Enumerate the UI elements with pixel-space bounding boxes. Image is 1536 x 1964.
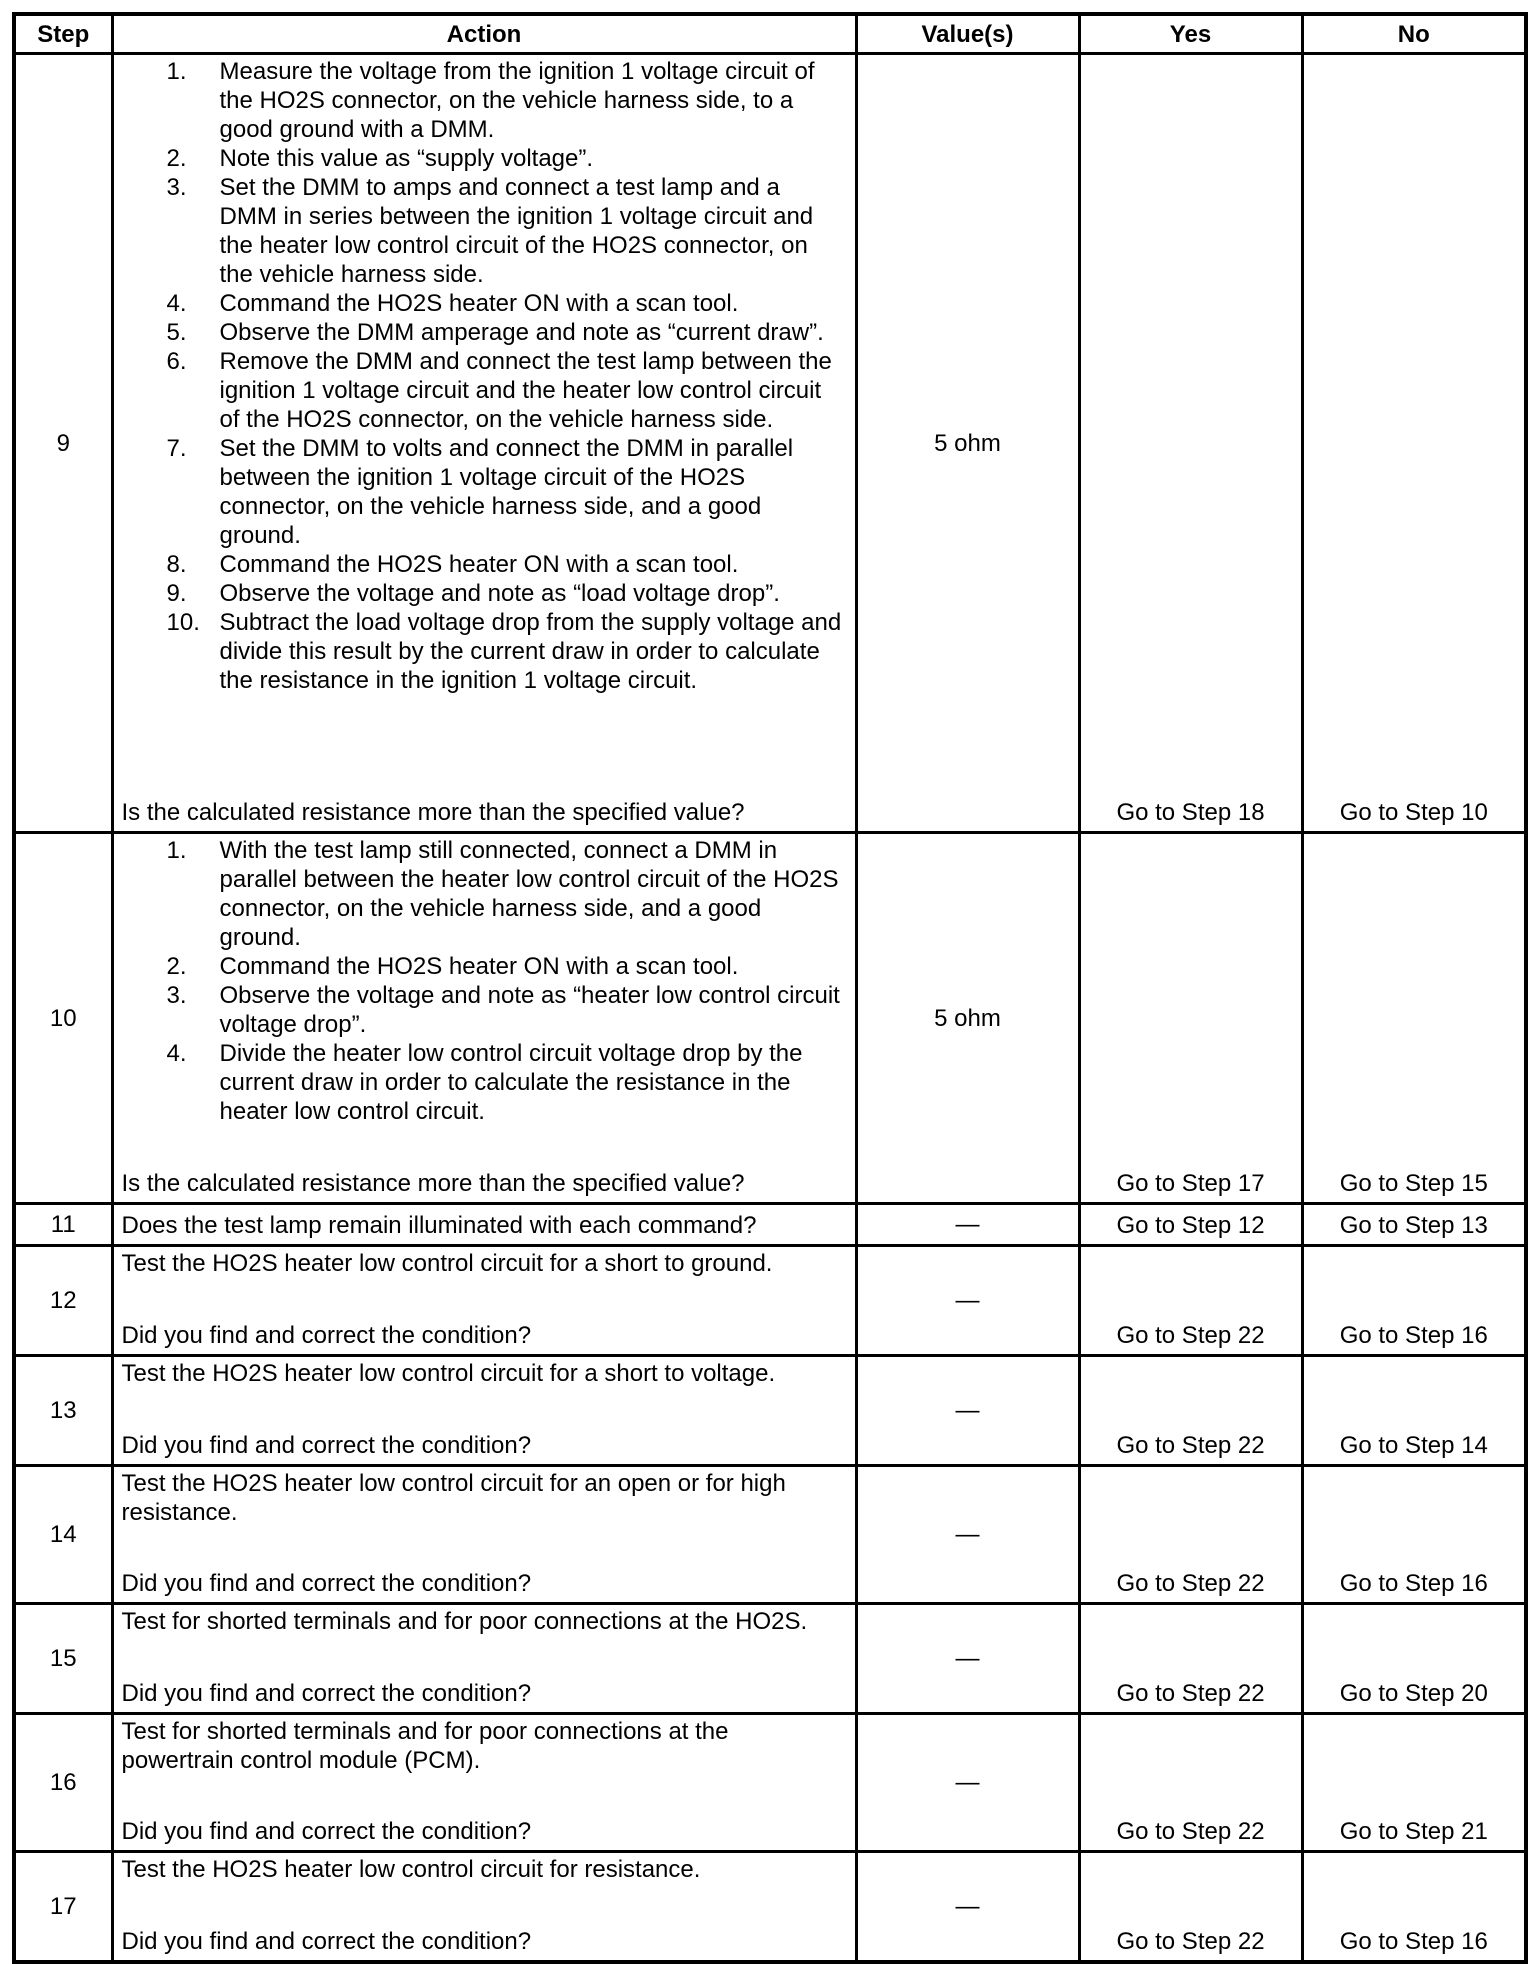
instruction-item bbox=[122, 981, 847, 1039]
step-number: 9 bbox=[14, 54, 112, 833]
instruction-text: Observe the voltage and note as “load voltage drop”. bbox=[219, 580, 780, 607]
instruction-item bbox=[122, 318, 847, 347]
action-cell bbox=[112, 833, 856, 1204]
step-number: 14 bbox=[14, 1466, 112, 1604]
table-row bbox=[14, 1466, 1526, 1604]
action-question: Did you find and correct the condition? bbox=[121, 1570, 532, 1597]
instruction-text: Command the HO2S heater ON with a scan tool. bbox=[219, 953, 739, 980]
no-cell: Go to Step 16 bbox=[1302, 1466, 1526, 1604]
yes-cell: Go to Step 17 bbox=[1079, 833, 1302, 1204]
instruction-text: Set the DMM to amps and connect a test lamp and a DMM in series between the ignition 1 voltage circuit and the heater low control circuit of the HO2S connector, on the vehicle harness side. bbox=[219, 174, 814, 288]
step-number: 16 bbox=[14, 1714, 112, 1852]
action-text: Test for shorted terminals and for poor connections at the powertrain control module (PCM). bbox=[121, 1718, 729, 1774]
action-instructions bbox=[122, 1469, 847, 1527]
action-question: Is the calculated resistance more than the specified value? bbox=[121, 799, 745, 826]
step-number: 15 bbox=[14, 1604, 112, 1714]
instruction-number: 5. bbox=[166, 319, 187, 346]
action-cell bbox=[112, 1466, 856, 1604]
instruction-list bbox=[122, 57, 847, 695]
yes-cell: Go to Step 22 bbox=[1079, 1604, 1302, 1714]
header-yes: Yes bbox=[1079, 14, 1302, 54]
instruction-text: Subtract the load voltage drop from the supply voltage and divide this result by the current draw in order to calculate the resistance in the ignition 1 voltage circuit. bbox=[219, 609, 842, 694]
action-text: Test the HO2S heater low control circuit for an open or for high resistance. bbox=[121, 1470, 786, 1526]
table-row bbox=[14, 1714, 1526, 1852]
instruction-number: 1. bbox=[166, 837, 187, 864]
instruction-item bbox=[122, 579, 847, 608]
step-number: 11 bbox=[14, 1204, 112, 1246]
instruction-item bbox=[122, 836, 847, 952]
yes-cell: Go to Step 22 bbox=[1079, 1246, 1302, 1356]
yes-cell: Go to Step 22 bbox=[1079, 1714, 1302, 1852]
action-cell bbox=[112, 1356, 856, 1466]
value-cell: — bbox=[856, 1204, 1079, 1246]
action-cell bbox=[112, 1714, 856, 1852]
instruction-item bbox=[122, 952, 847, 981]
value-cell: 5 ohm bbox=[856, 833, 1079, 1204]
instruction-item bbox=[122, 289, 847, 318]
action-instructions bbox=[122, 836, 847, 1126]
instruction-text: Observe the DMM amperage and note as “current draw”. bbox=[219, 319, 824, 346]
header-action: Action bbox=[112, 14, 856, 54]
instruction-text: With the test lamp still connected, connect a DMM in parallel between the heater low control circuit of the HO2S connector, on the vehicle harness side, and a good ground. bbox=[219, 837, 839, 951]
action-content bbox=[122, 1249, 847, 1350]
instruction-number: 6. bbox=[166, 348, 187, 375]
action-cell bbox=[112, 1204, 856, 1246]
no-cell: Go to Step 14 bbox=[1302, 1356, 1526, 1466]
value-cell: — bbox=[856, 1604, 1079, 1714]
yes-cell: Go to Step 18 bbox=[1079, 54, 1302, 833]
no-cell: Go to Step 15 bbox=[1302, 833, 1526, 1204]
action-content bbox=[122, 1359, 847, 1460]
yes-cell: Go to Step 12 bbox=[1079, 1204, 1302, 1246]
action-cell bbox=[112, 1246, 856, 1356]
no-cell: Go to Step 20 bbox=[1302, 1604, 1526, 1714]
instruction-text: Note this value as “supply voltage”. bbox=[219, 145, 594, 172]
action-question: Did you find and correct the condition? bbox=[121, 1432, 532, 1459]
value-cell: — bbox=[856, 1714, 1079, 1852]
value-cell: 5 ohm bbox=[856, 54, 1079, 833]
action-question: Does the test lamp remain illuminated with each command? bbox=[121, 1212, 757, 1239]
action-text: Test the HO2S heater low control circuit for a short to ground. bbox=[121, 1250, 773, 1277]
action-question: Did you find and correct the condition? bbox=[121, 1818, 532, 1845]
table-row bbox=[14, 1604, 1526, 1714]
action-instructions bbox=[122, 1249, 847, 1278]
instruction-list bbox=[122, 836, 847, 1126]
action-content bbox=[122, 836, 847, 1198]
instruction-number: 2. bbox=[166, 953, 187, 980]
no-cell: Go to Step 16 bbox=[1302, 1246, 1526, 1356]
no-cell: Go to Step 16 bbox=[1302, 1852, 1526, 1963]
action-content bbox=[122, 1469, 847, 1598]
action-cell bbox=[112, 54, 856, 833]
action-cell bbox=[112, 1852, 856, 1963]
yes-cell: Go to Step 22 bbox=[1079, 1466, 1302, 1604]
instruction-text: Remove the DMM and connect the test lamp between the ignition 1 voltage circuit and the heater low control circuit of the HO2S connector, on the vehicle harness side. bbox=[219, 348, 832, 433]
action-text: Test the HO2S heater low control circuit for resistance. bbox=[121, 1856, 701, 1883]
action-question: Did you find and correct the condition? bbox=[121, 1928, 532, 1955]
instruction-text: Command the HO2S heater ON with a scan tool. bbox=[219, 290, 739, 317]
instruction-item bbox=[122, 434, 847, 550]
instruction-item bbox=[122, 57, 847, 144]
action-instructions bbox=[122, 1717, 847, 1775]
instruction-item bbox=[122, 144, 847, 173]
action-text: Test for shorted terminals and for poor connections at the HO2S. bbox=[121, 1608, 808, 1635]
action-text: Test the HO2S heater low control circuit for a short to voltage. bbox=[121, 1360, 776, 1387]
header-row bbox=[14, 14, 1526, 54]
no-cell: Go to Step 10 bbox=[1302, 54, 1526, 833]
instruction-number: 1. bbox=[166, 58, 187, 85]
instruction-text: Observe the voltage and note as “heater low control circuit voltage drop”. bbox=[219, 982, 840, 1038]
action-question: Is the calculated resistance more than the specified value? bbox=[121, 1170, 745, 1197]
step-number: 10 bbox=[14, 833, 112, 1204]
table-row bbox=[14, 1356, 1526, 1466]
instruction-number: 9. bbox=[166, 580, 187, 607]
diagnostic-table bbox=[12, 12, 1528, 1964]
action-content bbox=[122, 57, 847, 827]
instruction-number: 10. bbox=[166, 609, 200, 636]
table-row bbox=[14, 54, 1526, 833]
instruction-text: Measure the voltage from the ignition 1 voltage circuit of the HO2S connector, on the vehicle harness side, to a good ground with a DMM. bbox=[219, 58, 815, 143]
instruction-number: 4. bbox=[166, 1040, 187, 1067]
instruction-number: 4. bbox=[166, 290, 187, 317]
instruction-item bbox=[122, 173, 847, 289]
action-question: Did you find and correct the condition? bbox=[121, 1680, 532, 1707]
instruction-number: 3. bbox=[166, 982, 187, 1009]
instruction-number: 7. bbox=[166, 435, 187, 462]
table-row bbox=[14, 1246, 1526, 1356]
action-cell bbox=[112, 1604, 856, 1714]
table-row bbox=[14, 833, 1526, 1204]
action-instructions bbox=[122, 1855, 847, 1884]
action-content bbox=[122, 1717, 847, 1846]
step-number: 12 bbox=[14, 1246, 112, 1356]
instruction-text: Command the HO2S heater ON with a scan tool. bbox=[219, 551, 739, 578]
value-cell: — bbox=[856, 1356, 1079, 1466]
no-cell: Go to Step 21 bbox=[1302, 1714, 1526, 1852]
yes-cell: Go to Step 22 bbox=[1079, 1356, 1302, 1466]
instruction-number: 2. bbox=[166, 145, 187, 172]
instruction-text: Set the DMM to volts and connect the DMM in parallel between the ignition 1 voltage circuit of the HO2S connector, on the vehicle harness side, and a good ground. bbox=[219, 435, 794, 549]
action-content bbox=[122, 1855, 847, 1956]
action-question: Did you find and correct the condition? bbox=[121, 1322, 532, 1349]
table-row bbox=[14, 1204, 1526, 1246]
step-number: 17 bbox=[14, 1852, 112, 1963]
table-row bbox=[14, 1852, 1526, 1963]
header-no: No bbox=[1302, 14, 1526, 54]
header-values: Value(s) bbox=[856, 14, 1079, 54]
action-instructions bbox=[122, 1607, 847, 1636]
action-content bbox=[122, 1207, 847, 1240]
action-instructions bbox=[122, 57, 847, 695]
action-instructions bbox=[122, 1359, 847, 1388]
step-number: 13 bbox=[14, 1356, 112, 1466]
no-cell: Go to Step 13 bbox=[1302, 1204, 1526, 1246]
yes-cell: Go to Step 22 bbox=[1079, 1852, 1302, 1963]
value-cell: — bbox=[856, 1466, 1079, 1604]
header-step: Step bbox=[14, 14, 112, 54]
instruction-number: 3. bbox=[166, 174, 187, 201]
value-cell: — bbox=[856, 1852, 1079, 1963]
instruction-item bbox=[122, 608, 847, 695]
action-content bbox=[122, 1607, 847, 1708]
instruction-item bbox=[122, 1039, 847, 1126]
value-cell: — bbox=[856, 1246, 1079, 1356]
instruction-number: 8. bbox=[166, 551, 187, 578]
instruction-item bbox=[122, 550, 847, 579]
instruction-text: Divide the heater low control circuit voltage drop by the current draw in order to calculate the resistance in the heater low control circuit. bbox=[219, 1040, 803, 1125]
instruction-item bbox=[122, 347, 847, 434]
